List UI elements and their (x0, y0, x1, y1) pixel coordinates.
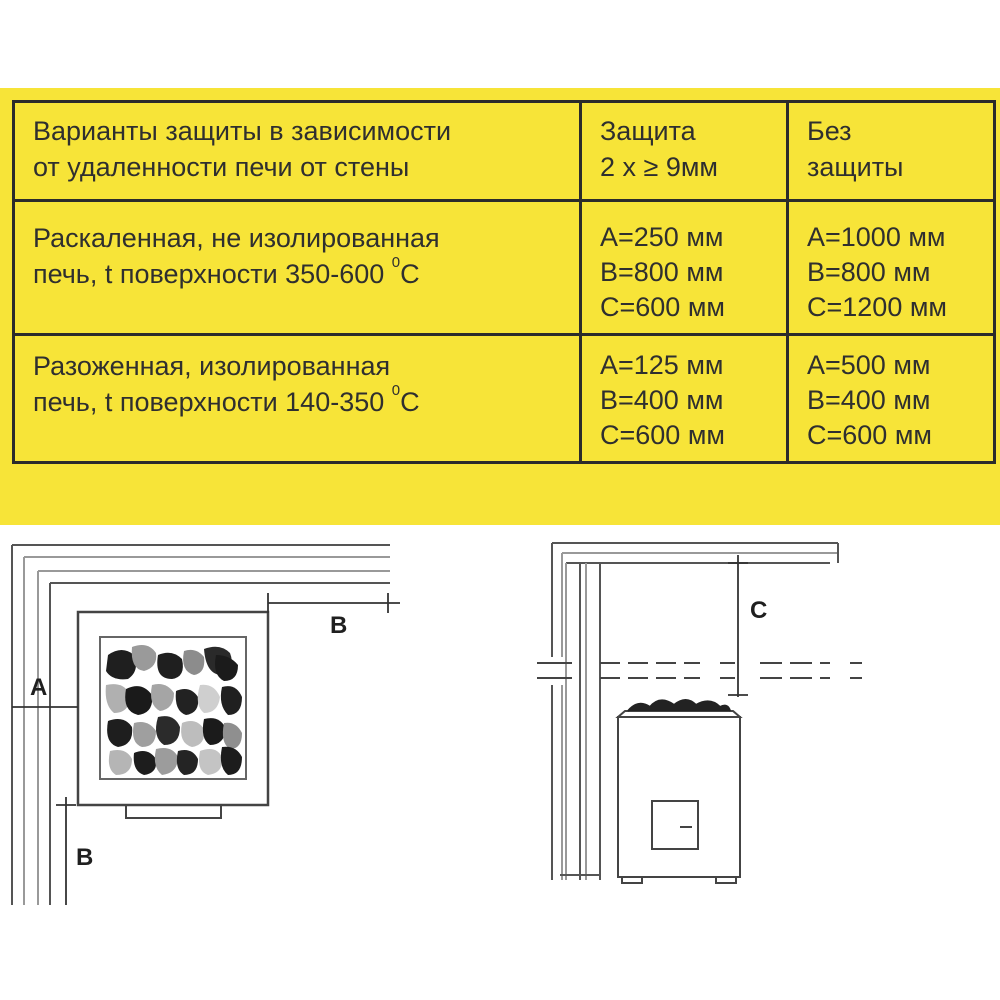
table-row (14, 201, 995, 335)
row2-protected-b: B=400 мм (600, 385, 724, 415)
label-a: A (30, 674, 48, 701)
row2-description (14, 335, 581, 463)
row1-desc-line1: Раскаленная, не изолированная (33, 223, 440, 253)
header-unprotected-cell (788, 102, 995, 201)
dimension-b-top (268, 593, 400, 613)
side-elevation-diagram (537, 543, 862, 883)
row1-degree: 0 (391, 254, 401, 271)
row2-desc-line1: Разоженная, изолированная (33, 351, 391, 381)
row2-desc-prefix: печь, t поверхности 140-350 (33, 387, 392, 417)
row1-unprotected-c: C=1200 мм (807, 292, 947, 322)
header-unprotected-line1: Без (807, 116, 852, 146)
label-b-bottom: B (76, 844, 94, 871)
row1-unprotected-values (788, 201, 995, 335)
row2-unprotected-a: A=500 мм (807, 350, 931, 380)
row2-desc-line2 (33, 384, 565, 420)
row2-unit: C (400, 387, 420, 417)
table-header-row (14, 102, 995, 201)
row1-desc-prefix: печь, t поверхности 350-600 (33, 259, 392, 289)
stove-side-view (618, 700, 740, 883)
header-variants-cell (14, 102, 581, 201)
header-unprotected-line2: защиты (807, 152, 904, 182)
row2-unprotected-values (788, 335, 995, 463)
row2-degree: 0 (391, 382, 401, 399)
row1-description (14, 201, 581, 335)
row1-protected-b: B=800 мм (600, 257, 724, 287)
row1-unprotected-a: A=1000 мм (807, 222, 946, 252)
table-row (14, 335, 995, 463)
label-b-top: B (330, 612, 348, 639)
header-protected-cell (581, 102, 788, 201)
row1-protected-values (581, 201, 788, 335)
dimension-b-left (56, 797, 76, 905)
header-variants-line1: Варианты защиты в зависимости (33, 116, 452, 146)
clearance-table (12, 100, 996, 464)
header-variants-line2: от удаленности печи от стены (33, 152, 410, 182)
label-c: C (750, 597, 768, 624)
dimension-c (728, 555, 748, 697)
row2-protected-a: A=125 мм (600, 350, 724, 380)
row2-unprotected-c: C=600 мм (807, 420, 932, 450)
header-protected-line1: Защита (600, 116, 696, 146)
stove-top-view (78, 612, 268, 818)
row2-unprotected-b: B=400 мм (807, 385, 931, 415)
row1-unprotected-b: B=800 мм (807, 257, 931, 287)
corner-top-view-diagram (12, 545, 400, 905)
row2-protected-c: C=600 мм (600, 420, 725, 450)
row2-protected-values (581, 335, 788, 463)
installation-diagrams (0, 525, 1000, 1000)
row1-protected-a: A=250 мм (600, 222, 724, 252)
row1-unit: C (400, 259, 420, 289)
row1-protected-c: C=600 мм (600, 292, 725, 322)
row1-desc-line2 (33, 256, 565, 292)
header-protected-line2: 2 х ≥ 9мм (600, 152, 718, 182)
